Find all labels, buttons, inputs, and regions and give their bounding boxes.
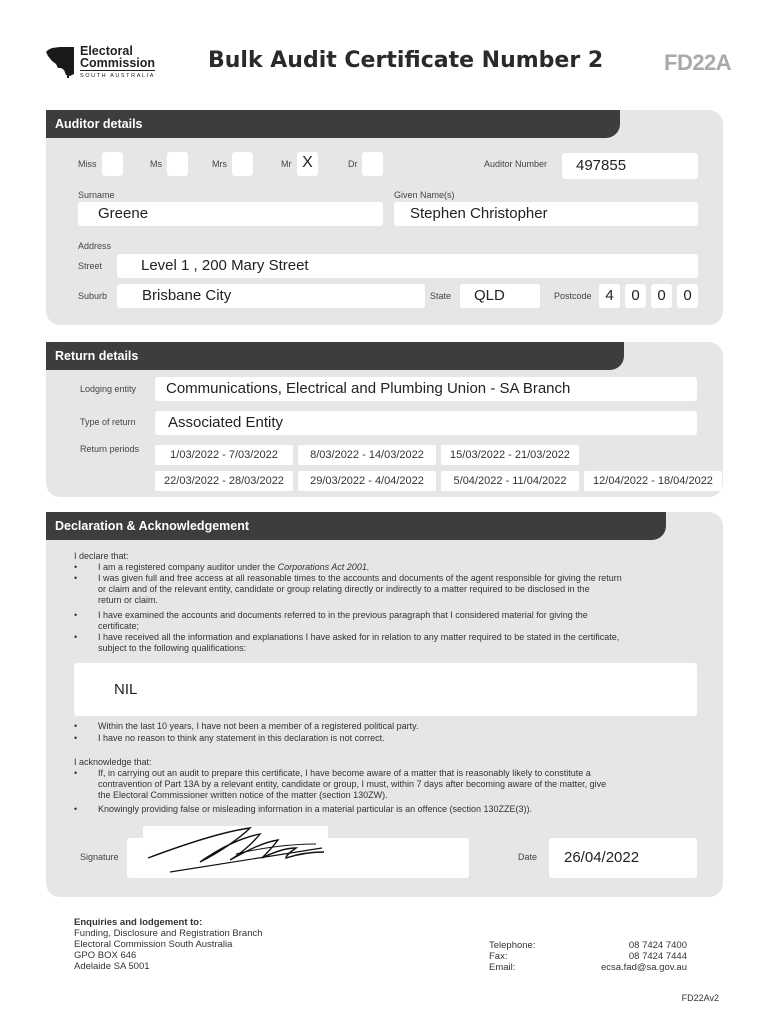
title-label-miss: Miss [78,159,97,169]
type-of-return-label: Type of return [80,417,136,427]
title-checkbox-mrs[interactable] [232,152,253,176]
email-value[interactable]: ecsa.fad@sa.gov.au [600,962,687,973]
date-label: Date [518,852,538,862]
ack-1-line-2: contravention of Part 13A by a relevant entity, candidate or group, I must, within 7 days after becoming aware of the matter, give [98,779,607,790]
ack-1-line-3: the Electoral Commissioner written notice of the matter (section 130ZW). [98,790,388,801]
footer-address-line-2: Electoral Commission South Australia [74,939,233,950]
bullet-2-line-2: or claim and of the relevant entity, candidate or group relating directly or indirectly to a matter required to be disclosed in the [98,584,590,595]
signature-label: Signature [80,852,119,862]
state-field[interactable]: QLD [460,284,540,308]
bullet-dot: • [74,573,78,583]
suburb-field[interactable]: Brisbane City [117,284,425,308]
return-period-7[interactable]: 12/04/2022 - 18/04/2022 [584,471,722,491]
bullet-dot: • [74,610,78,620]
footer-heading: Enquiries and lodgement to: [74,917,203,928]
surname-label: Surname [78,190,115,200]
logo-line-3: SOUTH AUSTRALIA [80,73,156,79]
logo-line-2: Commission [80,56,156,70]
bullet-dot: • [74,562,78,572]
email-label: Email: [489,962,516,973]
postcode-digit-3[interactable]: 0 [651,284,672,308]
bullet-2-line-3: return or claim. [98,595,159,606]
bullet-dot: • [74,721,78,731]
fax-value: 08 7424 7444 [628,951,687,962]
return-period-5[interactable]: 29/03/2022 - 4/04/2022 [298,471,436,491]
declare-intro: I declare that: [74,551,129,561]
return-period-1[interactable]: 1/03/2022 - 7/03/2022 [155,445,293,465]
fax-label: Fax: [489,951,508,962]
postcode-label: Postcode [554,291,592,301]
ack-2-text: Knowingly providing false or misleading information in a material particular is an offence (section 130ZZE(3)). [98,804,533,814]
footer-address-line-4: Adelaide SA 5001 [74,961,150,972]
return-details-heading: Return details [46,342,624,370]
bullet-4-line-2: subject to the following qualifications: [98,643,247,654]
surname-field[interactable]: Greene [78,202,383,226]
postcode-digit-1[interactable]: 4 [599,284,620,308]
suburb-label: Suburb [78,291,108,301]
lodging-entity-field[interactable]: Communications, Electrical and Plumbing Union - SA Branch [155,377,697,401]
title-label-dr: Dr [348,159,358,169]
footer-address-line-1: Funding, Disclosure and Registration Branch [74,928,263,939]
given-names-label: Given Name(s) [394,190,455,200]
form-version: FD22Av2 [681,993,719,1003]
logo-wordmark [80,45,155,79]
qualifications-field[interactable]: NIL [74,663,697,716]
street-field[interactable]: Level 1 , 200 Mary Street [117,254,698,278]
lodging-entity-label: Lodging entity [80,384,137,394]
bullet-3-line-2: certificate; [98,621,140,632]
bullet-dot: • [74,804,78,814]
footer-address-line-3: GPO BOX 646 [74,950,137,961]
return-period-2[interactable]: 8/03/2022 - 14/03/2022 [298,445,436,465]
title-label-mr: Mr [281,159,292,169]
logo-line-1: Electoral [80,44,133,58]
state-label: State [430,291,452,301]
corporations-act-reference: Corporations Act 2001. [277,562,370,572]
bullet-dot: • [74,768,78,778]
bullet-4-line-1: I have received all the information and explanations I have asked for in relation to any matter required to be stated in the certificate, [98,632,620,642]
bullet-3-line-1: I have examined the accounts and documents referred to in the previous paragraph that I considered material for giving the [98,610,588,620]
auditor-number-label: Auditor Number [484,159,548,169]
acknowledge-intro: I acknowledge that: [74,757,152,767]
auditor-details-heading: Auditor details [46,110,620,138]
title-checkbox-ms[interactable] [167,152,188,176]
title-checkbox-dr[interactable] [362,152,383,176]
return-period-3[interactable]: 15/03/2022 - 21/03/2022 [441,445,579,465]
postcode-digit-4[interactable]: 0 [677,284,698,308]
telephone-value: 08 7424 7400 [628,940,687,951]
bullet-6-text: I have no reason to think any statement in this declaration is not correct. [98,733,385,743]
return-period-4[interactable]: 22/03/2022 - 28/03/2022 [155,471,293,491]
handwritten-signature [140,818,340,880]
postcode-digit-2[interactable]: 0 [625,284,646,308]
document-title: Bulk Audit Certificate Number 2 [208,48,604,73]
electoral-commission-logo-icon [44,44,76,80]
bullet-2-line-1: I was given full and free access at all reasonable times to the accounts and documents of the agent responsible for giving the return [98,573,622,583]
return-periods-label: Return periods [80,444,140,454]
type-of-return-field[interactable]: Associated Entity [155,411,697,435]
address-label: Address [78,241,112,251]
bullet-dot: • [74,632,78,642]
title-checkbox-miss[interactable] [102,152,123,176]
form-code: FD22A [664,50,732,75]
ack-1-line-1: If, in carrying out an audit to prepare this certificate, I have become aware of a matter that is reasonably likely to constitute a [98,768,591,778]
bullet-dot: • [74,733,78,743]
bullet-5-text: Within the last 10 years, I have not been a member of a registered political party. [98,721,419,731]
title-label-ms: Ms [150,159,162,169]
given-names-field[interactable]: Stephen Christopher [394,202,698,226]
return-period-6[interactable]: 5/04/2022 - 11/04/2022 [441,471,579,491]
bullet-1-text: I am a registered company auditor under the [98,562,278,572]
title-label-mrs: Mrs [212,159,227,169]
date-field[interactable]: 26/04/2022 [549,838,697,878]
auditor-number-field[interactable]: 497855 [562,153,698,179]
telephone-label: Telephone: [489,940,536,951]
declaration-heading: Declaration & Acknowledgement [46,512,666,540]
street-label: Street [78,261,103,271]
title-checkbox-mr[interactable]: X [297,152,318,176]
